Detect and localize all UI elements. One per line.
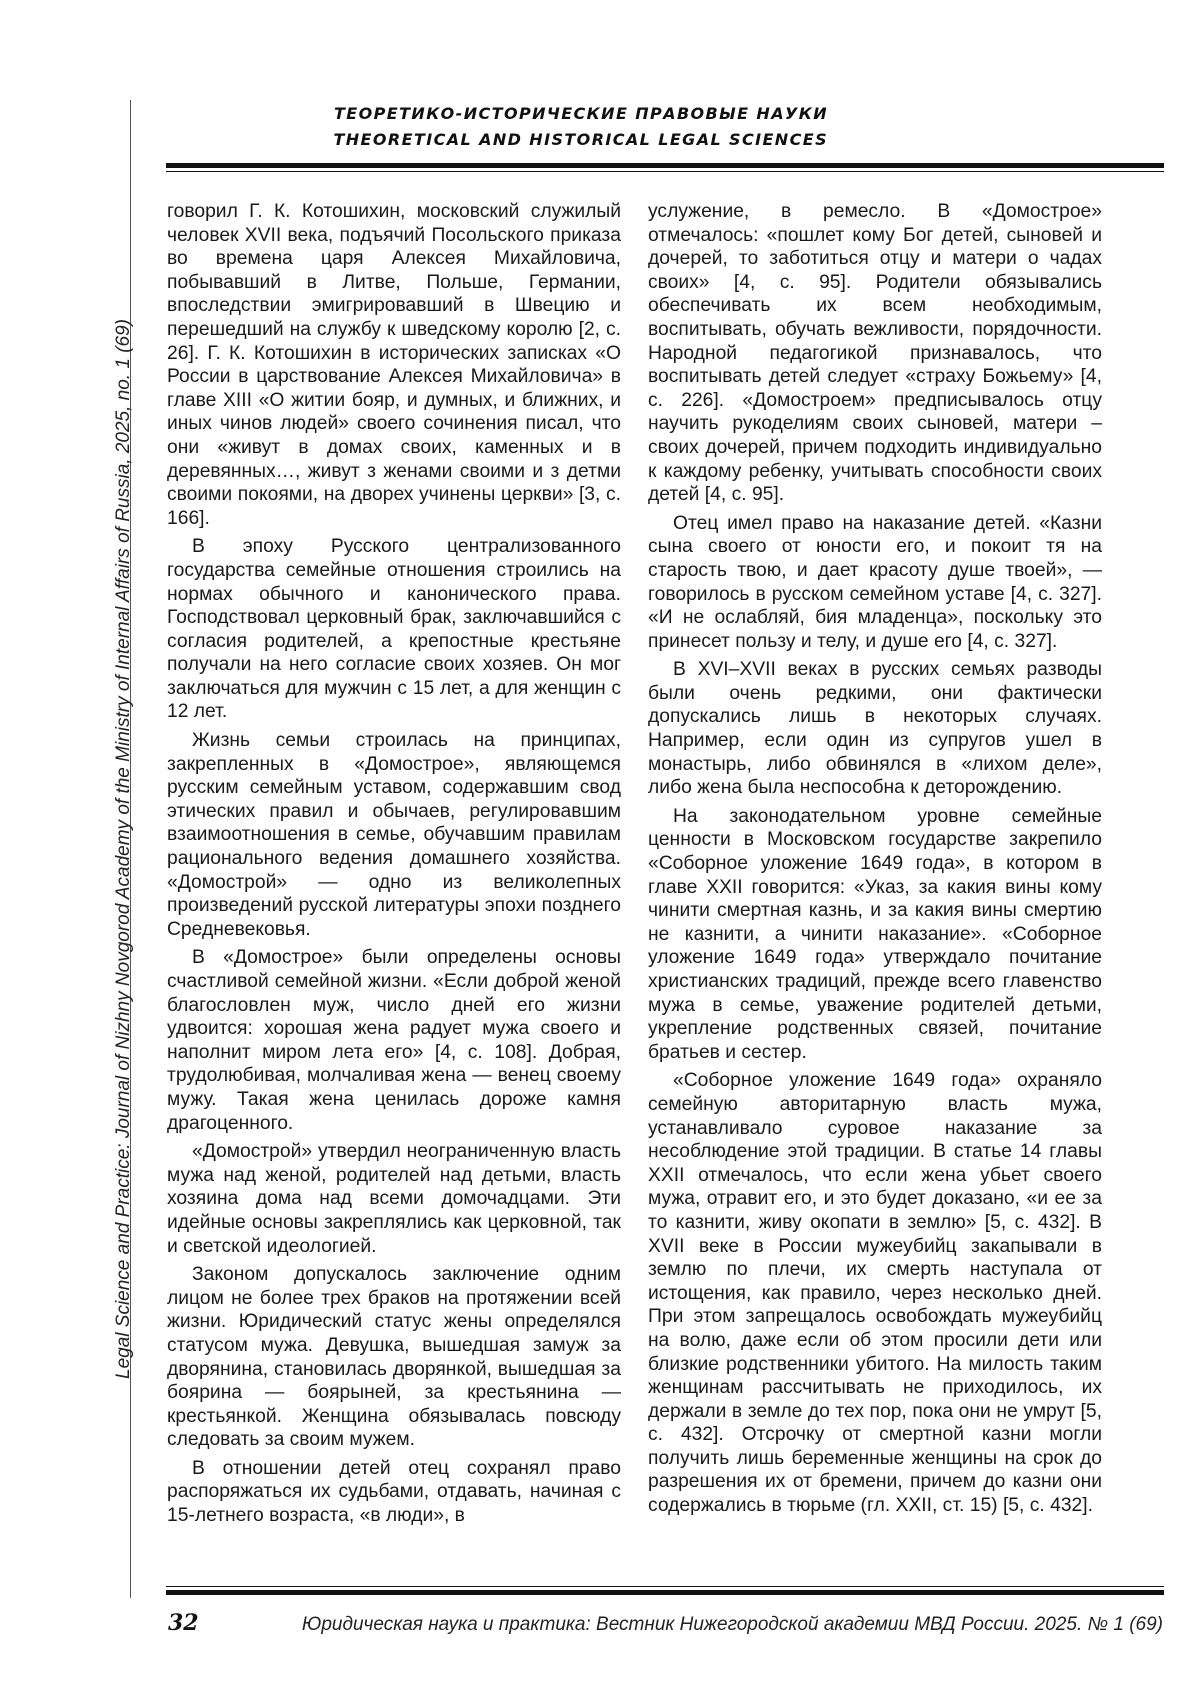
- header-title-ru: ТЕОРЕТИКО-ИСТОРИЧЕСКИЕ ПРАВОВЫЕ НАУКИ: [333, 101, 828, 127]
- footer-rule-thick: [166, 1590, 1164, 1595]
- page-number: 32: [168, 1610, 199, 1636]
- paragraph: «Соборное уложение 1649 года» охраняло семейную авторитарную власть мужа, устанавливало суровое наказание за несоблюдение этой традиции. В статье 14 главы XXII отмечалось, что если жена убьет своего мужа, отравит его, и это будет доказано, «и ее за то казнити, живу окопати в землю» [5, с. 432]. В XVII веке в России мужеубийц закапывали в землю по плечи, их смерть наступала от истощения, как правило, через несколько дней. При этом запрещалось освобождать мужеубийц на волю, даже если об этом просили дети или близкие родственники убитого. На милость таким женщинам рассчитывать не приходилось, их держали в земле до тех пор, пока они не умрут [5, с. 432]. Отсрочку от смертной казни могли получить лишь беременные женщины на срок до разрешения их от бремени, причем до казни они содержались в тюрьме (гл. XXII, ст. 15) [5, с. 432].: [648, 1069, 1102, 1517]
- paragraph: «Домострой» утвердил неограниченную власть мужа над женой, родителей над детьми, власть хозяина дома над всеми домочадцами. Эти идейные основы закреплялись как церковной, так и светской идеологией.: [167, 1140, 621, 1258]
- paragraph: В XVI–XVII веках в русских семьях разводы были очень редкими, они фактически допускались лишь в некоторых случаях. Например, если один из супругов ушел в монастырь, либо обвинялся в «лихом деле», либо жена была неспособна к деторождению.: [648, 658, 1102, 800]
- running-header: [333, 101, 828, 153]
- header-rule-thick: [166, 163, 1164, 168]
- left-column: [167, 200, 621, 1533]
- footer-journal-title: Юридическая наука и практика: Вестник Нижегородской академии МВД России. 2025. № 1 (69): [302, 1614, 1163, 1636]
- paragraph: Отец имел право на наказание детей. «Казни сына своего от юности его, и покоит тя на старость твою, и дает красоту душе твоей», — говорилось в русском семейном уставе [4, с. 327]. «И не ослабляй, бия младенца», поскольку это принесет пользу и телу, и душе его [4, с. 327].: [648, 512, 1102, 654]
- paragraph: услужение, в ремесло. В «Домострое» отмечалось: «пошлет кому Бог детей, сыновей и дочерей, то заботиться отцу и матери о чадах своих» [4, с. 95]. Родители обязывались обеспечивать их всем необходимым, воспитывать, обучать вежливости, порядочности. Народной педагогикой признавалось, что воспитывать детей следует «страху Божьему» [4, с. 226]. «Домостроем» предписывалось отцу научить рукоделиям своих сыновей, матери – своих дочерей, причем подходить индивидуально к каждому ребенку, учитывать способности своих детей [4, с. 95].: [648, 200, 1102, 507]
- right-column: [648, 200, 1102, 1523]
- paragraph: В отношении детей отец сохранял право распоряжаться их судьбами, отдавать, начиная с 15-летнего возраста, «в люди», в: [167, 1457, 621, 1528]
- paragraph: На законодательном уровне семейные ценности в Московском государстве закрепило «Соборное уложение 1649 года», в котором в главе XXII говорится: «Указ, за какия вины кому чинити смертная казнь, и за какия вины смертию не казнити, а чинити наказание». «Соборное уложение 1649 года» утверждало почитание христианских традиций, прежде всего главенство мужа в семье, уважение родителей детьми, укрепление родственных связей, почитание братьев и сестер.: [648, 805, 1102, 1065]
- paragraph: В эпоху Русского централизованного государства семейные отношения строились на нормах обычного и канонического права. Господствовал церковный брак, заключавшийся с согласия родителей, а крепостные крестьяне получали на него согласие своих хозяев. Он мог заключаться для мужчин с 15 лет, а для женщин с 12 лет.: [167, 535, 621, 724]
- footer-rule-thin: [166, 1586, 1164, 1587]
- paragraph: Законом допускалось заключение одним лицом не более трех браков на протяжении всей жизни. Юридический статус жены определялся статусом мужа. Девушка, вышедшая замуж за дворянина, становилась дворянкой, вышедшая за боярина — боярыней, за крестьянина — крестьянкой. Женщина обязывалась повсюду следовать за своим мужем.: [167, 1263, 621, 1452]
- paragraph: В «Домострое» были определены основы счастливой семейной жизни. «Если доброй женой благословлен муж, число дней его жизни удвоится: хорошая жена радует мужа своего и наполнит миром лета его» [4, с. 108]. Добрая, трудолюбивая, молчаливая жена — венец своему мужу. Такая жена ценилась дороже камня драгоценного.: [167, 946, 621, 1135]
- header-rule-thin: [166, 171, 1164, 172]
- side-journal-title: Legal Science and Practice: Journal of Nizhny Novgorod Academy of the Ministry of Internal Affairs of Russia, 2025, no. 1 (69): [113, 319, 135, 1379]
- paragraph: говорил Г. К. Котошихин, московский служилый человек XVII века, подъячий Посольского приказа во времена царя Алексея Михайловича, побывавший в Литве, Польше, Германии, впоследствии эмигрировавший в Швецию и перешедший на службу к шведскому королю [2, с. 26]. Г. К. Котошихин в исторических записках «О России в царствование Алексея Михайловича» в главе XIII «О житии бояр, и думных, и ближних, и иных чинов людей» своего сочинения писал, что они «живут в домах своих, каменных и в деревянных…, живут з женами своими и з детми своими покоями, на дворех учинены церкви» [3, с. 166].: [167, 200, 621, 530]
- header-title-en: THEORETICAL AND HISTORICAL LEGAL SCIENCES: [333, 127, 828, 153]
- paragraph: Жизнь семьи строилась на принципах, закрепленных в «Домострое», являющемся русским семейным уставом, содержавшим свод этических правил и обычаев, регулировавшим взаимоотношения в семье, обучавшим правилам рационального ведения домашнего хозяйства. «Домострой» — одно из великолепных произведений русской литературы эпохи позднего Средневековья.: [167, 729, 621, 941]
